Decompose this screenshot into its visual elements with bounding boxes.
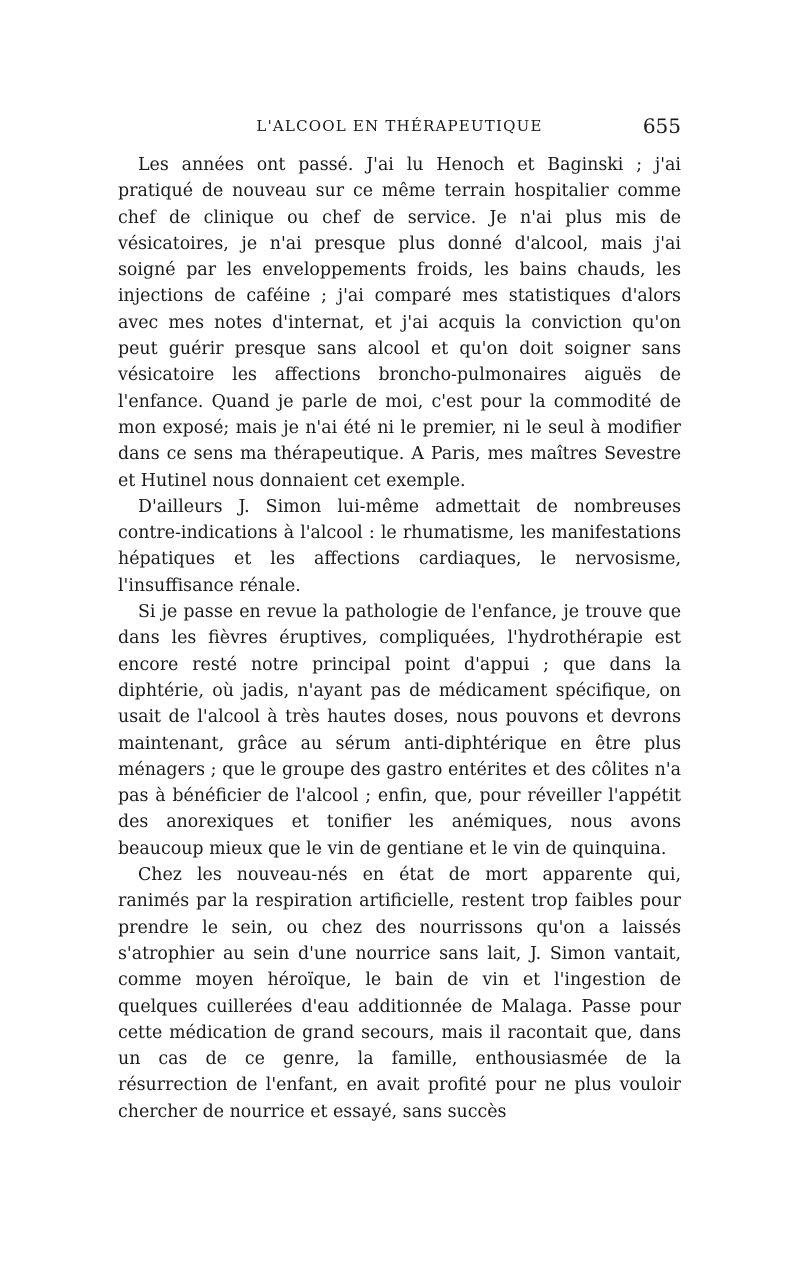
paragraph-4: Chez les nouveau-nés en état de mort apparente qui, ranimés par la respiration artificielle, restent trop faibles pour prendre le sein, ou chez des nourrissons qu'on a laissés s'atrophier au sein d'une nourrice sans lait, J. Simon vantait, comme moyen héroïque, le bain de vin et l'ingestion de quelques cuillerées d'eau additionnée de Malaga. Passe pour cette médication de grand secours, mais il racontait que, dans un cas de ce genre, la famille, enthousiasmée de la résurrection de l'enfant, en avait profité pour ne plus vouloir chercher de nourrice et essayé, sans succès — [118, 865, 681, 1122]
paragraph-2: D'ailleurs J. Simon lui-même admettait de nombreuses contre-indications à l'alcool : le rhumatisme, les manifestations hépatiques et les affections cardiaques, le nervosisme, l'insuffisance rénale. — [118, 496, 681, 596]
page-number: 655 — [642, 114, 681, 138]
body-text — [118, 152, 681, 1125]
paragraph-1: Les années ont passé. J'ai lu Henoch et Baginski ; j'ai pratiqué de nouveau sur ce même terrain hospitalier comme chef de clinique ou chef de service. Je n'ai plus mis de vésicatoires, je n'ai presque plus donné d'alcool, mais j'ai soigné par les enveloppements froids, les bains chauds, les injections de caféine ; j'ai comparé mes statistiques d'alors avec mes notes d'internat, et j'ai acquis la conviction qu'on peut guérir presque sans alcool et qu'on doit soigner sans vésicatoire les affections broncho-pulmonaires aiguës de l'enfance. Quand je parle de moi, c'est pour la commodité de mon exposé; mais je n'ai été ni le premier, ni le seul à modifier dans ce sens ma thérapeutique. A Paris, mes maîtres Sevestre et Hutinel nous donnaient cet exemple. — [118, 155, 681, 491]
paragraph-3: Si je passe en revue la pathologie de l'enfance, je trouve que dans les fièvres éruptives, compliquées, l'hydrothérapie est encore resté notre principal point d'appui ; que dans la diphtérie, où jadis, n'ayant pas de médicament spécifique, on usait de l'alcool à très hautes doses, nous pouvons et devrons maintenant, grâce au sérum anti-diphtérique en être plus ménagers ; que le groupe des gastro entérites et des côlites n'a pas à bénéficier de l'alcool ; enfin, que, pour réveiller l'appétit des anorexiques et tonifier les anémiques, nous avons beaucoup mieux que le vin de gentiane et le vin de quinquina. — [118, 602, 681, 859]
running-header — [118, 113, 681, 139]
running-title: L'ALCOOL EN THÉRAPEUTIQUE — [256, 117, 543, 135]
